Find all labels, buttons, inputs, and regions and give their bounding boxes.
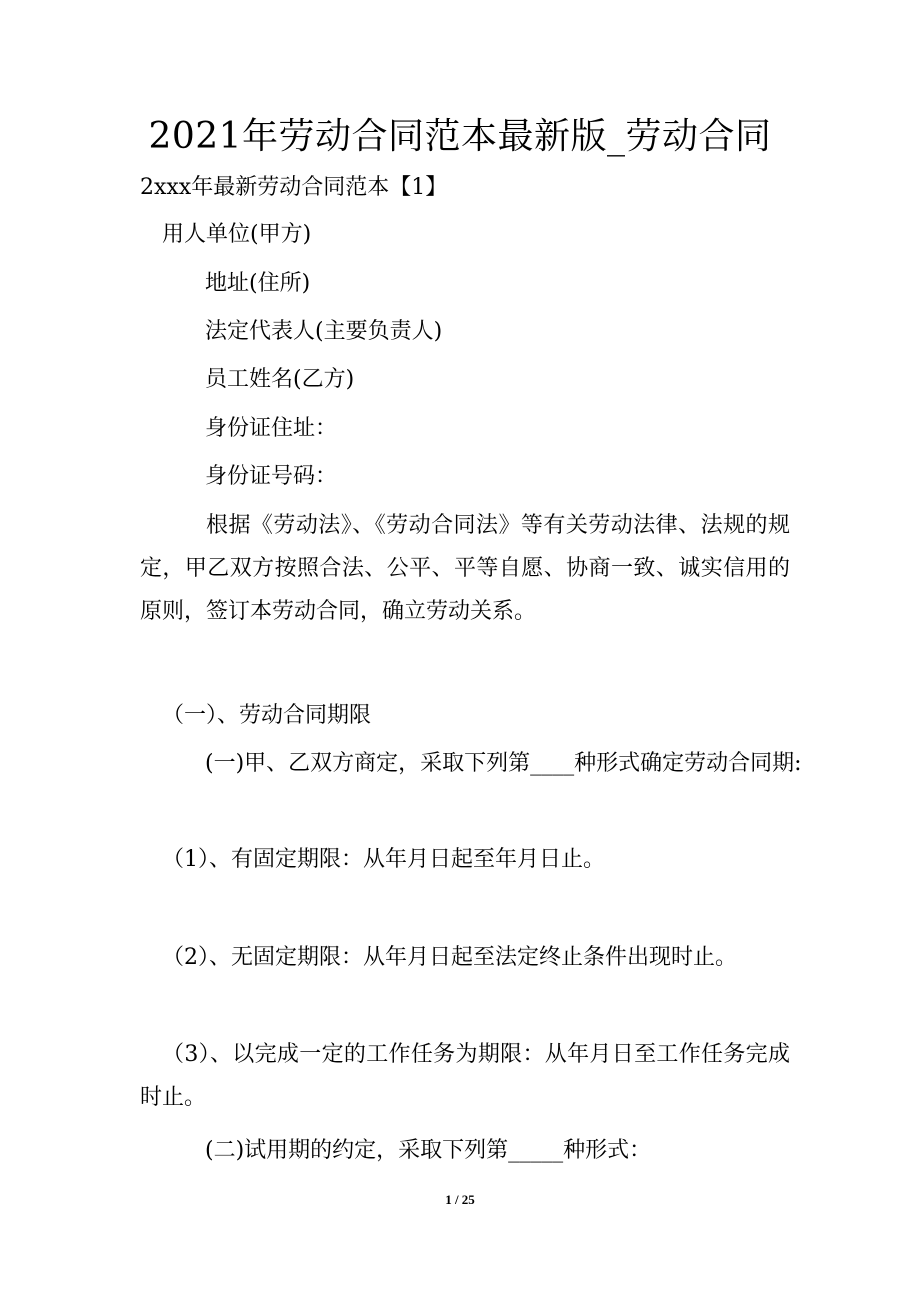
option-task-based: （3）、以完成一定的工作任务为期限：从年月日至工作任务完成时止。: [140, 1042, 790, 1110]
document-title: 2021年劳动合同范本最新版_劳动合同: [148, 116, 772, 157]
option-open-ended: （2）、无固定期限：从年月日起至法定终止条件出现时止。: [162, 945, 737, 970]
legal-representative-label: 法定代表人(主要负责人): [205, 319, 443, 344]
clause-probation: (二)试用期的约定，采取下列第_____种形式：: [205, 1138, 652, 1163]
clause-contract-form: (一)甲、乙双方商定，采取下列第____种形式确定劳动合同期:: [205, 751, 802, 776]
address-label: 地址(住所): [205, 271, 311, 296]
page-indicator: 1 / 25: [445, 1192, 475, 1207]
employer-label: 用人单位(甲方): [162, 222, 312, 247]
id-address-label: 身份证住址：: [205, 416, 338, 441]
option-fixed-term: （1）、有固定期限：从年月日起至年月日止。: [162, 847, 605, 872]
section-heading-contract-term: （一）、劳动合同期限: [162, 703, 372, 728]
employee-name-label: 员工姓名(乙方): [205, 367, 355, 392]
contract-subtitle: 2xxx年最新劳动合同范本【1】: [140, 175, 448, 200]
preamble-paragraph: 根据《劳动法》、《劳动合同法》等有关劳动法律、法规的规定，甲乙双方按照合法、公平、平等自愿、协商一致、诚实信用的原则，签订本劳动合同，确立劳动关系。: [140, 513, 790, 624]
id-number-label: 身份证号码：: [205, 464, 338, 489]
